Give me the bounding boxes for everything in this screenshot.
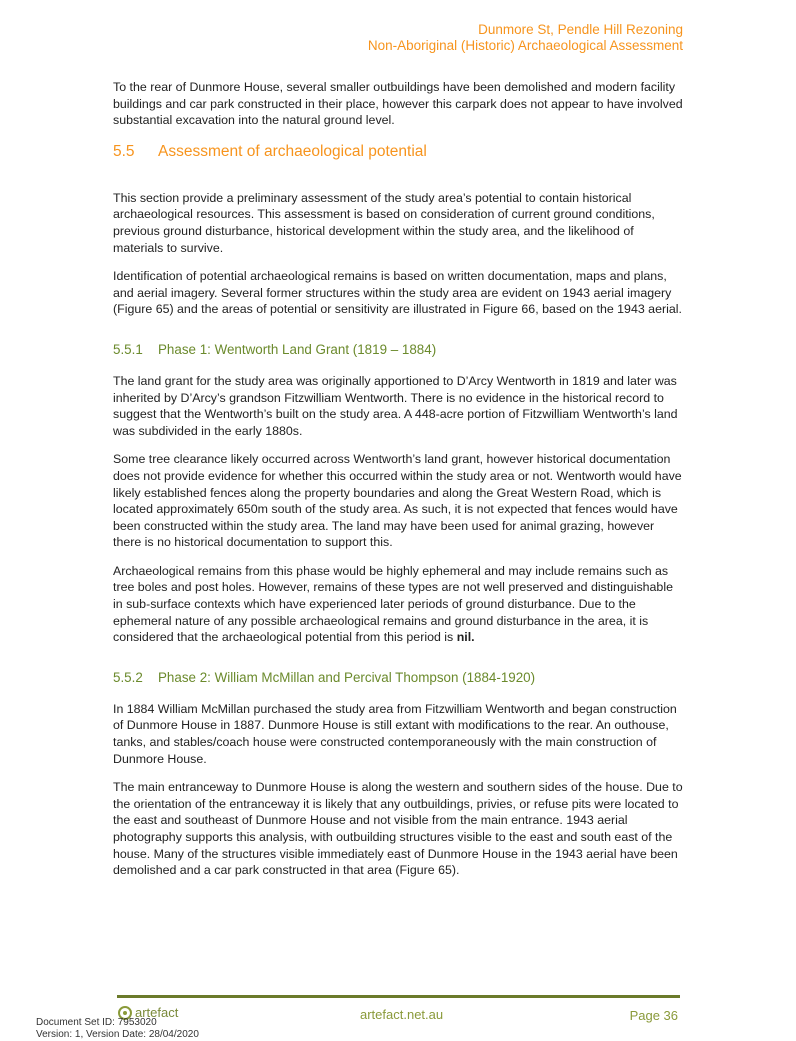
subsection-title-1: Phase 1: Wentworth Land Grant (1819 – 1884) [158,341,437,357]
footer-website-link[interactable]: artefact.net.au [360,1007,444,1022]
subsection-heading-2 [113,670,683,686]
document-set-id: Document Set ID: 7953020 [36,1017,157,1028]
sub2-paragraph-1: In 1884 William McMillan purchased the study area from Fitzwilliam Wentworth and began construction of Dunmore House in 1887. Dunmore House is still extant with modifications to the rear. An outhouse, tanks, and stables/coach house were constructed contemporaneously with the main construction of Dunmore House. [113,701,677,766]
section-paragraph-2: Identification of potential archaeological remains is based on written documentation, maps and plans, and aerial imagery. Several former structures within the study area are evident on 1943 aerial imagery (Figure 65) and the areas of potential or sensitivity are illustrated in Figure 66, based on the 1943 aerial. [113,269,682,317]
subsection-number-1: 5.5.1 [113,341,143,357]
page-number: Page 36 [629,1008,678,1023]
sub1-paragraph-3 [113,563,683,646]
document-body [113,79,683,891]
footer-rule [117,995,680,998]
sub2-paragraph-2: The main entranceway to Dunmore House is along the western and southern sides of the house. Due to the orientation of the entranceway it is likely that any outbuildings, privies, or refuse pits were located to the east and southeast of Dunmore House and not visible from the main entrance. 1943 aerial photography supports this analysis, with outbuilding structures visible to the east and south east of the house. Many of the structures visible immediately east of Dunmore House in the 1943 aerial have been demolished and a car park constructed in that area (Figure 65). [113,780,683,878]
section-title: Assessment of archaeological potential [158,142,427,160]
potential-rating: nil. [456,630,475,645]
running-header [368,22,683,54]
header-title: Dunmore St, Pendle Hill Rezoning [478,22,683,37]
document-version: Version: 1, Version Date: 28/04/2020 [36,1029,199,1040]
section-number: 5.5 [113,142,135,160]
subsection-heading-1 [113,342,683,358]
document-info [36,1017,199,1041]
sub1-paragraph-3-text: Archaeological remains from this phase would be highly ephemeral and may include remains such as tree boles and post holes. However, remains of these types are not well preserved and distinguishable in sub-surface contexts which have experienced later periods of ground disturbance. Due to the ephemeral nature of any possible archaeological remains and ground disturbance in the area, it is considered that the archaeological potential from this period is [113,563,673,645]
logo-text: artefact [135,1005,179,1020]
subsection-number-2: 5.5.2 [113,669,143,685]
intro-paragraph: To the rear of Dunmore House, several smaller outbuildings have been demolished and modern facility buildings and car park constructed in their place, however this carpark does not appear to have involved substantial excavation into the natural ground level. [113,80,683,128]
sub1-paragraph-1: The land grant for the study area was originally apportioned to D’Arcy Wentworth in 1819 and later was inherited by D’Arcy’s grandson Fitzwilliam Wentworth. There is no evidence in the historical record to suggest that the Wentworth’s built on the study area. A 448-acre portion of Fitzwilliam Wentworth’s land was subdivided in the early 1880s. [113,373,678,438]
sub1-paragraph-2: Some tree clearance likely occurred across Wentworth’s land grant, however historical documentation does not provide evidence for whether this occurred within the study area or not. Wentworth would have likely established fences along the property boundaries and along the Great Western Road, which is located approximately 650m south of the study area. As such, it is not expected that fences would have been constructed within the study area. The land may have been used for animal grazing, however there is no historical documentation to support this. [113,452,682,550]
subsection-title-2: Phase 2: William McMillan and Percival Thompson (1884-1920) [158,669,536,685]
section-paragraph-1: This section provide a preliminary assessment of the study area’s potential to contain historical archaeological resources. This assessment is based on consideration of current ground conditions, previous ground disturbance, historical development within the study area, and the likelihood of materials to survive. [113,190,655,255]
section-heading [113,143,683,161]
header-subtitle: Non-Aboriginal (Historic) Archaeological Assessment [367,38,683,53]
